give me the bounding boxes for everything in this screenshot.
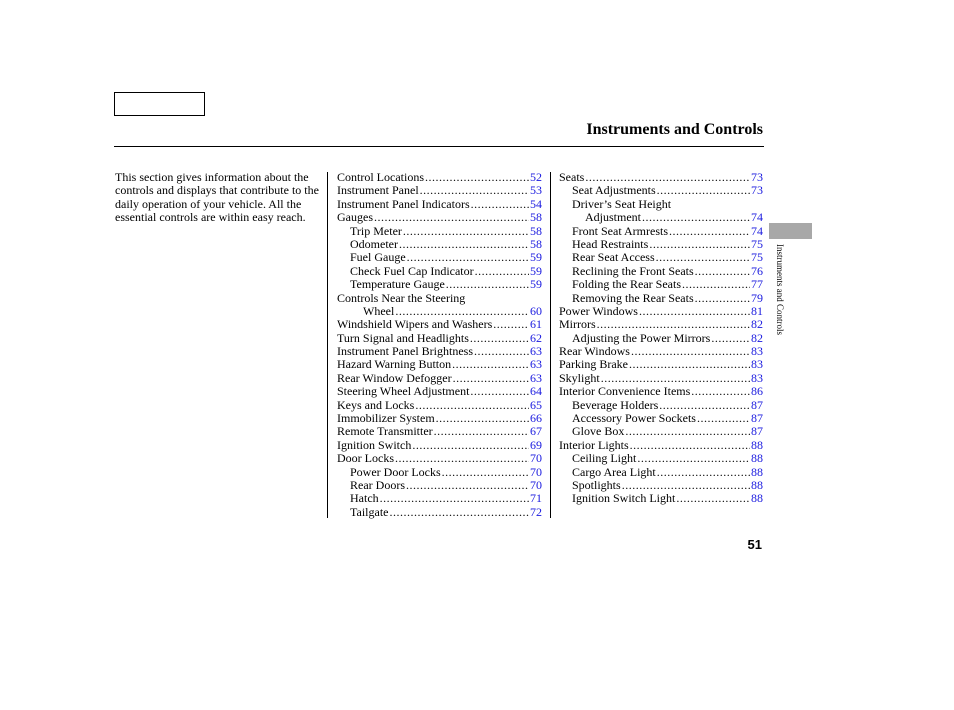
toc-leader-dots	[442, 466, 529, 479]
toc-entry-label: Hatch	[350, 492, 379, 506]
toc-page-link[interactable]: 59	[530, 264, 542, 278]
toc-entry-label: Power Door Locks	[350, 465, 441, 479]
toc-leader-dots	[585, 171, 750, 184]
toc-entry-label: Removing the Rear Seats	[572, 291, 694, 305]
toc-leader-dots	[446, 278, 529, 291]
toc-entry[interactable]	[337, 225, 542, 238]
toc-leader-dots	[669, 225, 750, 238]
toc-entry-label: Controls Near the Steering	[337, 291, 466, 305]
toc-leader-dots	[395, 452, 529, 465]
toc-entry[interactable]	[337, 412, 542, 425]
toc-page-link[interactable]: 70	[530, 452, 542, 466]
toc-leader-dots	[399, 238, 529, 251]
toc-entry-label: Gauges	[337, 211, 373, 225]
toc-entry-label: Windshield Wipers and Washers	[337, 318, 493, 332]
toc-page-link[interactable]: 58	[530, 224, 542, 238]
toc-page-link[interactable]: 59	[530, 251, 542, 265]
toc-entry[interactable]	[559, 385, 763, 398]
toc-entry-label: Rear Windows	[559, 345, 630, 359]
toc-entry[interactable]	[559, 466, 763, 479]
toc-entry-label: Steering Wheel Adjustment	[337, 385, 470, 399]
toc-page-link[interactable]: 62	[530, 331, 542, 345]
toc-entry-label: Front Seat Armrests	[572, 224, 668, 238]
toc-leader-dots	[453, 372, 529, 385]
toc-leader-dots	[597, 318, 750, 331]
toc-leader-dots	[629, 358, 750, 371]
toc-page-link[interactable]: 83	[751, 371, 763, 385]
toc-page-link[interactable]: 66	[530, 412, 542, 426]
toc-leader-dots	[659, 399, 750, 412]
toc-entry[interactable]	[337, 452, 542, 465]
page-number: 51	[747, 537, 762, 552]
toc-page-link[interactable]: 59	[530, 278, 542, 292]
toc-leader-dots	[380, 492, 529, 505]
toc-page-link[interactable]: 88	[751, 492, 763, 506]
toc-entry-label: Seats	[559, 171, 585, 184]
toc-entry-label: Instrument Panel	[337, 184, 419, 198]
toc-leader-dots	[389, 506, 529, 519]
toc-entry[interactable]	[337, 265, 542, 278]
toc-entry[interactable]	[337, 385, 542, 398]
toc-entry-label: Rear Seat Access	[572, 251, 655, 265]
section-tab-label: Instruments and Controls	[775, 244, 785, 335]
column-divider-1	[327, 172, 328, 518]
toc-page-link[interactable]: 53	[530, 184, 542, 198]
toc-leader-dots	[412, 439, 529, 452]
toc-entry[interactable]	[559, 492, 763, 505]
toc-leader-dots	[682, 278, 750, 291]
toc-entry-label: Spotlights	[572, 478, 621, 492]
toc-entry[interactable]	[337, 184, 542, 197]
toc-entry-label: Rear Window Defogger	[337, 371, 452, 385]
toc-page-link[interactable]: 77	[751, 278, 763, 292]
toc-entry[interactable]	[337, 425, 542, 438]
toc-entry[interactable]	[337, 198, 542, 211]
toc-page-link[interactable]: 79	[751, 291, 763, 305]
toc-entry-label: Interior Convenience Items	[559, 385, 691, 399]
toc-page-link[interactable]: 88	[751, 465, 763, 479]
toc-entry[interactable]	[559, 479, 763, 492]
toc-page-link[interactable]: 61	[530, 318, 542, 332]
toc-entry-label: Fuel Gauge	[350, 251, 406, 265]
toc-page-link[interactable]: 63	[530, 345, 542, 359]
toc-page-link[interactable]: 74	[751, 211, 763, 225]
toc-page-link[interactable]: 86	[751, 385, 763, 399]
toc-entry-label: Power Windows	[559, 304, 638, 318]
toc-page-link[interactable]: 81	[751, 304, 763, 318]
toc-leader-dots	[676, 492, 750, 505]
toc-entry-label: Head Restraints	[572, 237, 649, 251]
toc-leader-dots	[601, 372, 750, 385]
toc-column-2	[559, 171, 763, 506]
toc-entry-label: Check Fuel Cap Indicator	[350, 264, 474, 278]
toc-page-link[interactable]: 88	[751, 452, 763, 466]
toc-entry-label: Wheel	[363, 304, 395, 318]
toc-page-link[interactable]: 75	[751, 237, 763, 251]
toc-page-link[interactable]: 69	[530, 438, 542, 452]
toc-page-link[interactable]: 64	[530, 385, 542, 399]
toc-entry-label: Parking Brake	[559, 358, 628, 372]
toc-entry[interactable]	[337, 492, 542, 505]
toc-leader-dots	[691, 385, 750, 398]
toc-leader-dots	[625, 425, 750, 438]
toc-leader-dots	[471, 198, 529, 211]
toc-entry[interactable]	[559, 225, 763, 238]
toc-leader-dots	[374, 211, 529, 224]
toc-leader-dots	[630, 439, 750, 452]
toc-entry[interactable]	[337, 506, 542, 519]
toc-entry[interactable]	[559, 238, 763, 251]
toc-entry	[337, 292, 542, 305]
toc-page-link[interactable]: 87	[751, 412, 763, 426]
toc-leader-dots	[695, 265, 750, 278]
toc-leader-dots	[637, 452, 750, 465]
toc-page-link[interactable]: 71	[530, 492, 542, 506]
toc-entry-label: Glove Box	[572, 425, 625, 439]
toc-leader-dots	[407, 251, 529, 264]
toc-leader-dots	[656, 251, 750, 264]
toc-entry[interactable]	[559, 399, 763, 412]
toc-entry-label: Door Locks	[337, 452, 394, 466]
toc-leader-dots	[695, 292, 750, 305]
toc-page-link[interactable]: 63	[530, 358, 542, 372]
toc-entry[interactable]	[559, 305, 763, 318]
toc-entry[interactable]	[337, 372, 542, 385]
toc-entry[interactable]	[337, 238, 542, 251]
toc-leader-dots	[436, 412, 529, 425]
toc-entry[interactable]	[559, 292, 763, 305]
toc-entry-label: Instrument Panel Indicators	[337, 197, 470, 211]
toc-leader-dots	[475, 265, 529, 278]
toc-entry[interactable]	[559, 372, 763, 385]
toc-entry-label: Immobilizer System	[337, 412, 435, 426]
toc-page-link[interactable]: 76	[751, 264, 763, 278]
toc-leader-dots	[493, 318, 529, 331]
toc-page-link[interactable]: 58	[530, 211, 542, 225]
toc-page-link[interactable]: 82	[751, 331, 763, 345]
toc-entry[interactable]	[559, 425, 763, 438]
toc-entry-label: Adjusting the Power Mirrors	[572, 331, 711, 345]
toc-leader-dots	[631, 345, 750, 358]
toc-entry-label: Temperature Gauge	[350, 278, 445, 292]
main-menu-box[interactable]	[114, 92, 205, 116]
toc-page-link[interactable]: 87	[751, 398, 763, 412]
toc-entry-label: Ignition Switch Light	[572, 492, 676, 506]
toc-leader-dots	[639, 305, 750, 318]
toc-entry-label: Mirrors	[559, 318, 596, 332]
toc-entry-label: Interior Lights	[559, 438, 629, 452]
toc-leader-dots	[403, 225, 529, 238]
toc-leader-dots	[470, 332, 529, 345]
toc-entry[interactable]	[337, 171, 542, 184]
toc-entry[interactable]	[559, 318, 763, 331]
toc-leader-dots	[425, 171, 529, 184]
toc-leader-dots	[649, 238, 750, 251]
toc-entry[interactable]	[337, 439, 542, 452]
toc-leader-dots	[452, 358, 529, 371]
toc-page-link[interactable]: 87	[751, 425, 763, 439]
toc-entry[interactable]	[559, 332, 763, 345]
toc-entry-label: Rear Doors	[350, 478, 405, 492]
toc-entry[interactable]	[559, 358, 763, 371]
toc-page-link[interactable]: 88	[751, 438, 763, 452]
toc-leader-dots	[395, 305, 529, 318]
toc-entry[interactable]	[337, 305, 542, 318]
toc-entry[interactable]	[337, 332, 542, 345]
toc-entry-label: Tailgate	[350, 505, 389, 519]
toc-page-link[interactable]: 58	[530, 237, 542, 251]
toc-entry[interactable]	[337, 251, 542, 264]
toc-page-link[interactable]: 60	[530, 304, 542, 318]
toc-entry-label: Beverage Holders	[572, 398, 659, 412]
toc-entry-label: Folding the Rear Seats	[572, 278, 681, 292]
toc-page-link[interactable]: 73	[751, 184, 763, 198]
toc-entry-label: Remote Transmitter	[337, 425, 433, 439]
toc-page-link[interactable]: 88	[751, 478, 763, 492]
toc-entry-label: Keys and Locks	[337, 398, 415, 412]
toc-page-link[interactable]: 72	[530, 505, 542, 519]
header-rule	[114, 146, 764, 147]
toc-entry[interactable]	[337, 479, 542, 492]
toc-entry-label: Cargo Area Light	[572, 465, 656, 479]
toc-entry[interactable]	[559, 278, 763, 291]
toc-entry-label: Hazard Warning Button	[337, 358, 452, 372]
toc-entry[interactable]	[337, 278, 542, 291]
toc-page-link[interactable]: 63	[530, 371, 542, 385]
toc-leader-dots	[420, 184, 529, 197]
toc-leader-dots	[470, 385, 529, 398]
toc-entry-label: Instrument Panel Brightness	[337, 345, 473, 359]
toc-entry[interactable]	[559, 184, 763, 197]
intro-text: This section gives information about the controls and displays that contribute to the daily operation of your vehicle. All the essential controls are within easy reach.	[115, 170, 319, 225]
toc-leader-dots	[474, 345, 529, 358]
toc-entry-label: Skylight	[559, 371, 600, 385]
toc-leader-dots	[697, 412, 750, 425]
toc-page-link[interactable]: 52	[530, 171, 542, 184]
toc-leader-dots	[657, 184, 750, 197]
toc-entry[interactable]	[337, 399, 542, 412]
toc-entry[interactable]	[559, 265, 763, 278]
toc-leader-dots	[711, 332, 750, 345]
toc-column-1	[337, 171, 542, 519]
toc-leader-dots	[622, 479, 750, 492]
toc-entry[interactable]	[337, 466, 542, 479]
toc-page-link[interactable]: 74	[751, 224, 763, 238]
toc-page-link[interactable]: 70	[530, 465, 542, 479]
toc-leader-dots	[657, 466, 750, 479]
toc-entry[interactable]	[559, 452, 763, 465]
toc-leader-dots	[406, 479, 529, 492]
toc-entry-label: Seat Adjustments	[572, 184, 656, 198]
toc-page-link[interactable]: 83	[751, 345, 763, 359]
toc-entry	[559, 198, 763, 211]
toc-page-link[interactable]: 73	[751, 171, 763, 184]
toc-entry[interactable]	[559, 171, 763, 184]
toc-entry[interactable]	[337, 211, 542, 224]
toc-page-link[interactable]: 54	[530, 197, 542, 211]
toc-entry-label: Ignition Switch	[337, 438, 412, 452]
toc-entry-label: Accessory Power Sockets	[572, 412, 696, 426]
toc-entry-label: Turn Signal and Headlights	[337, 331, 469, 345]
toc-page-link[interactable]: 75	[751, 251, 763, 265]
toc-entry[interactable]	[559, 439, 763, 452]
toc-page-link[interactable]: 82	[751, 318, 763, 332]
toc-entry[interactable]	[337, 345, 542, 358]
toc-entry-label: Adjustment	[585, 211, 641, 225]
toc-entry[interactable]	[559, 345, 763, 358]
toc-entry-label: Trip Meter	[350, 224, 402, 238]
toc-entry[interactable]	[559, 211, 763, 224]
toc-entry[interactable]	[559, 412, 763, 425]
toc-leader-dots	[642, 211, 750, 224]
toc-leader-dots	[415, 399, 529, 412]
toc-entry[interactable]	[337, 358, 542, 371]
toc-entry-label: Odometer	[350, 237, 398, 251]
toc-entry[interactable]	[337, 318, 542, 331]
toc-entry-label: Ceiling Light	[572, 452, 637, 466]
toc-entry-label: Control Locations	[337, 171, 424, 184]
toc-page-link[interactable]: 65	[530, 398, 542, 412]
toc-entry-label: Reclining the Front Seats	[572, 264, 694, 278]
toc-page-link[interactable]: 83	[751, 358, 763, 372]
toc-entry[interactable]	[559, 251, 763, 264]
toc-entry-label: Driver’s Seat Height	[572, 197, 672, 211]
toc-leader-dots	[434, 425, 529, 438]
toc-page-link[interactable]: 67	[530, 425, 542, 439]
section-tab[interactable]	[769, 223, 812, 239]
column-divider-2	[550, 172, 551, 518]
toc-page-link[interactable]: 70	[530, 478, 542, 492]
page-title: Instruments and Controls	[586, 121, 763, 138]
